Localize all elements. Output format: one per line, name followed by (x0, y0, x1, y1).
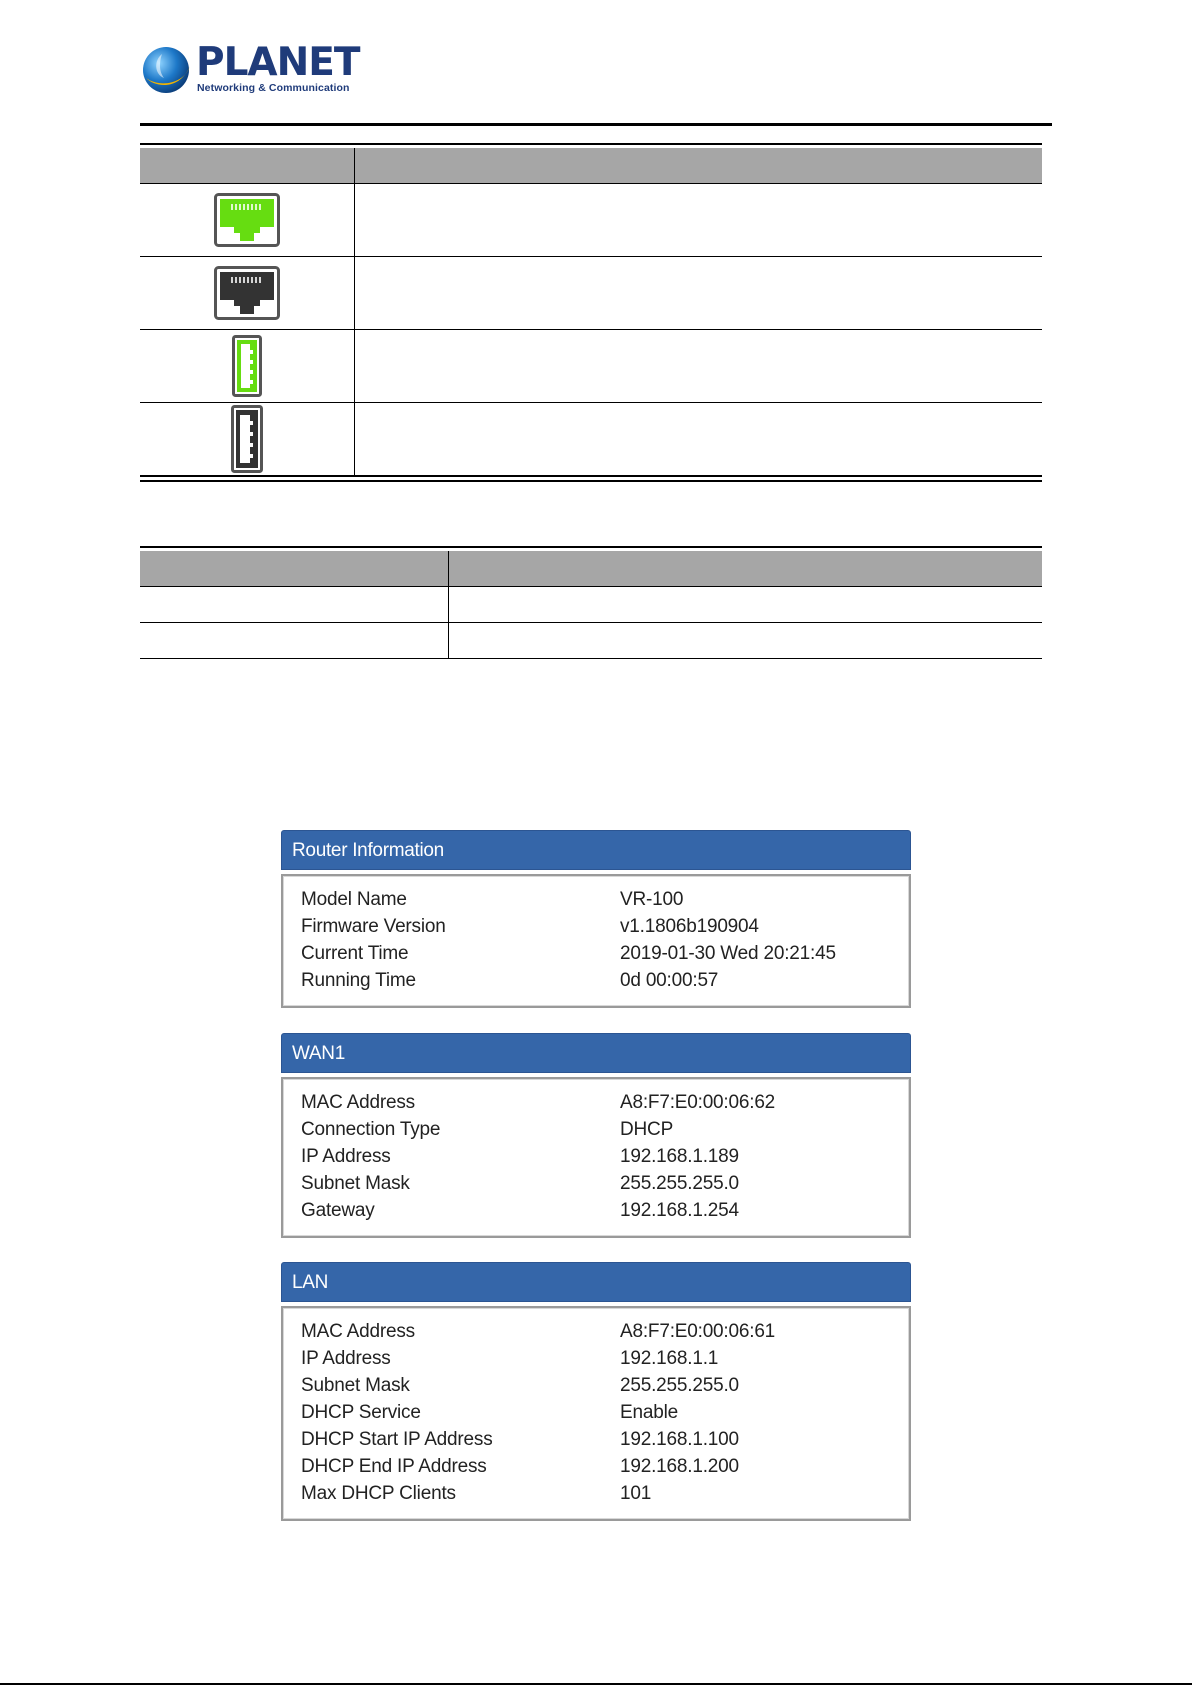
info-row (283, 1318, 909, 1345)
info-value: 192.168.1.1 (620, 1348, 719, 1369)
info-value: A8:F7:E0:00:06:62 (620, 1092, 776, 1113)
info-row (283, 1197, 909, 1224)
panel-title: LAN (281, 1262, 911, 1302)
planet-logo (140, 40, 360, 98)
logo-tagline: Networking & Communication (197, 82, 350, 94)
info-label: Current Time (301, 943, 409, 964)
header-divider (140, 123, 1052, 126)
info-label: Running Time (301, 970, 416, 991)
info-value: 192.168.1.254 (620, 1200, 739, 1221)
info-label: MAC Address (301, 1092, 415, 1113)
info-label: Firmware Version (301, 916, 446, 937)
info-row (283, 1143, 909, 1170)
panel-body (281, 1306, 911, 1521)
rj45-port-green-icon (214, 193, 280, 247)
info-value: VR-100 (620, 889, 684, 910)
port-icon-table (140, 143, 1042, 482)
wan1-panel (281, 1033, 911, 1238)
info-value: DHCP (620, 1119, 674, 1140)
info-row (283, 1426, 909, 1453)
info-value: 192.168.1.200 (620, 1456, 739, 1477)
router-information-panel (281, 830, 911, 1008)
usb-port-black-icon (231, 405, 263, 473)
info-row (283, 1399, 909, 1426)
info-row (283, 1480, 909, 1507)
info-row (283, 1170, 909, 1197)
panel-body (281, 1077, 911, 1238)
table-header-row (140, 148, 1042, 184)
info-value: 255.255.255.0 (620, 1375, 739, 1396)
lan-panel (281, 1262, 911, 1521)
info-value: Enable (620, 1402, 678, 1423)
info-row (283, 940, 909, 967)
planet-globe-icon (140, 44, 192, 96)
table-row (140, 403, 1042, 475)
table-row (140, 330, 1042, 403)
info-row (283, 1116, 909, 1143)
rj45-port-black-icon (214, 266, 280, 320)
info-label: DHCP Start IP Address (301, 1429, 493, 1450)
table-row (140, 587, 1042, 623)
table-row (140, 184, 1042, 257)
info-row (283, 1453, 909, 1480)
info-label: DHCP Service (301, 1402, 421, 1423)
table-row (140, 257, 1042, 330)
info-label: DHCP End IP Address (301, 1456, 487, 1477)
table-header-cell (355, 148, 1042, 183)
info-value: 255.255.255.0 (620, 1173, 739, 1194)
table-header-cell (140, 551, 449, 586)
info-row (283, 913, 909, 940)
info-label: Max DHCP Clients (301, 1483, 456, 1504)
info-row (283, 1372, 909, 1399)
info-label: Subnet Mask (301, 1375, 410, 1396)
info-label: IP Address (301, 1146, 391, 1167)
info-label: Gateway (301, 1200, 375, 1221)
panel-body (281, 874, 911, 1008)
info-value: v1.1806b190904 (620, 916, 759, 937)
info-label: IP Address (301, 1348, 391, 1369)
table-row (140, 623, 1042, 659)
info-row (283, 967, 909, 994)
info-value: 0d 00:00:57 (620, 970, 719, 991)
info-label: Subnet Mask (301, 1173, 410, 1194)
info-label: MAC Address (301, 1321, 415, 1342)
info-value: 2019-01-30 Wed 20:21:45 (620, 943, 836, 964)
info-value: 101 (620, 1483, 652, 1504)
table-header-cell (140, 148, 355, 183)
panel-title: Router Information (281, 830, 911, 870)
table-header-row (140, 551, 1042, 587)
info-value: A8:F7:E0:00:06:61 (620, 1321, 776, 1342)
panel-title: WAN1 (281, 1033, 911, 1073)
info-row (283, 1345, 909, 1372)
logo-wordmark: PLANET (196, 40, 360, 85)
info-row (283, 1089, 909, 1116)
usb-port-green-icon (232, 335, 262, 397)
info-label: Connection Type (301, 1119, 441, 1140)
info-value: 192.168.1.100 (620, 1429, 739, 1450)
info-value: 192.168.1.189 (620, 1146, 739, 1167)
table-header-cell (449, 551, 1042, 586)
info-row (283, 886, 909, 913)
info-label: Model Name (301, 889, 407, 910)
parameter-table (140, 546, 1042, 659)
